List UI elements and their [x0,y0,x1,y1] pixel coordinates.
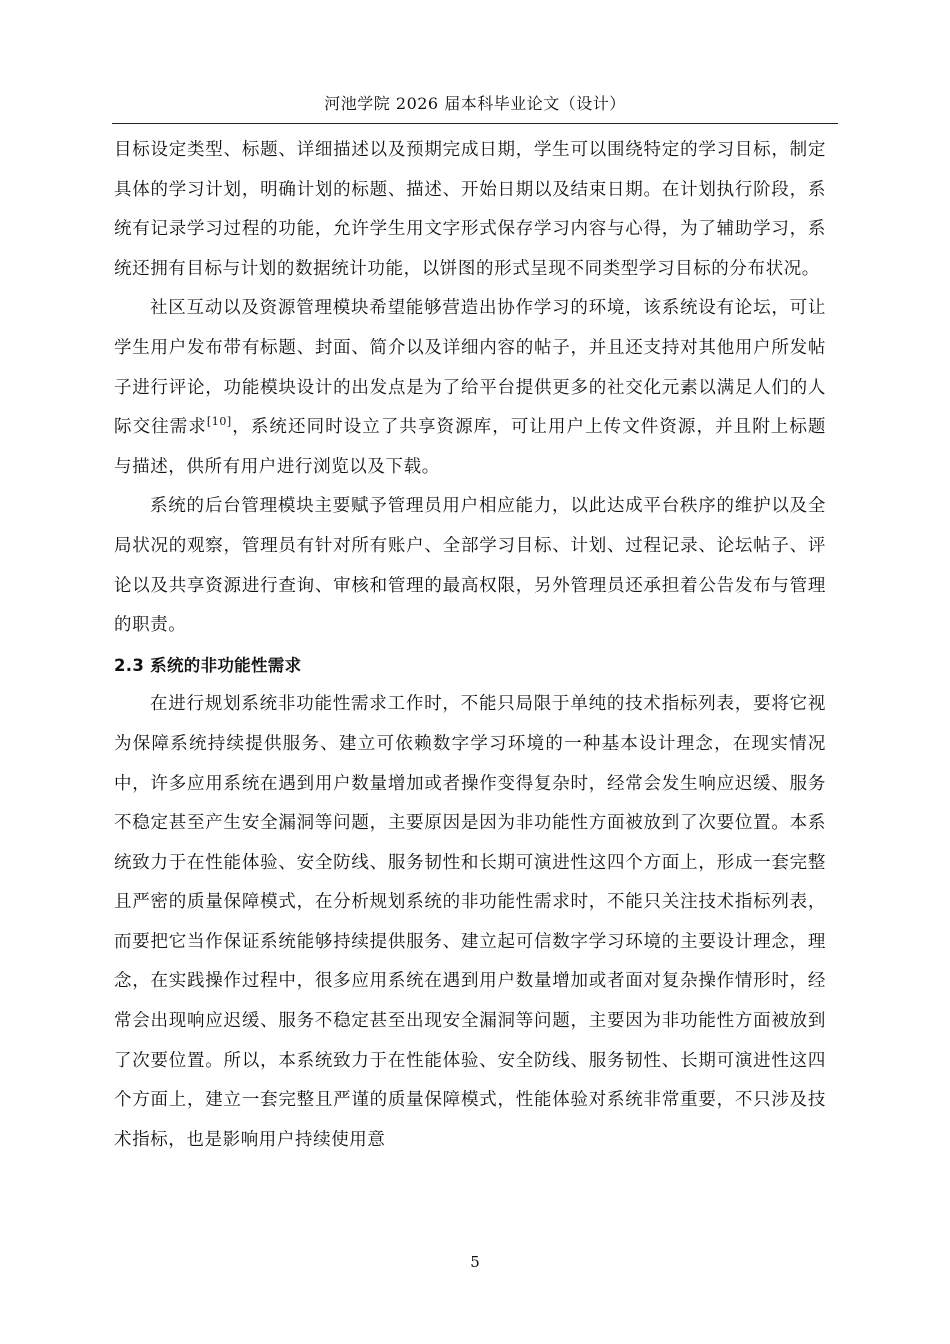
paragraph-admin-module: 系统的后台管理模块主要赋予管理员用户相应能力，以此达成平台秩序的维护以及全局状况的观察，管理员有针对所有账户、全部学习目标、计划、过程记录、论坛帖子、评论以及共享资源进行查询、审核和管理的最高权限，另外管理员还承担着公告发布与管理的职责。 [114,496,826,636]
paragraph-non-functional: 在进行规划系统非功能性需求工作时，不能只局限于单纯的技术指标列表，要将它视为保障系统持续提供服务、建立可依赖数字学习环境的一种基本设计理念，在现实情况中，许多应用系统在遇到用户数量增加或者操作变得复杂时，经常会发生响应迟缓、服务不稳定甚至产生安全漏洞等问题，主要原因是因为非功能性方面被放到了次要位置。本系统致力于在性能体验、安全防线、服务韧性和长期可演进性这四个方面上，形成一套完整且严密的质量保障模式，在分析规划系统的非功能性需求时，不能只关注技术指标列表，而要把它当作保证系统能够持续提供服务、建立起可信数字学习环境的主要设计理念，理念，在实践操作过程中，很多应用系统在遇到用户数量增加或者面对复杂操作情形时，经常会出现响应迟缓、服务不稳定甚至出现安全漏洞等问题，主要因为非功能性方面被放到了次要位置。所以，本系统致力于在性能体验、安全防线、服务韧性、长期可演进性这四个方面上，建立一套完整且严谨的质量保障模式，性能体验对系统非常重要，不只涉及技术指标，也是影响用户持续使用意 [114,694,826,1150]
paragraph-community-resources [114,289,826,487]
paragraph-text: 社区互动以及资源管理模块希望能够营造出协作学习的环境，该系统设有论坛，可让学生用户发布带有标题、封面、简介以及详细内容的帖子，并且还支持对其他用户所发帖子进行评论，功能模块设计的出发点是为了给平台提供更多的社交化元素以满足人们的人际交往需求 [114,298,826,438]
section-heading: 2.3 系统的非功能性需求 [114,655,302,675]
paragraph-text: ，系统还同时设立了共享资源库，可让用户上传文件资源，并且附上标题与描述，供所有用户进行浏览以及下载。 [114,417,826,477]
page-header: 河池学院 2026 届本科毕业论文（设计） [324,94,626,113]
page-number: 5 [470,1253,480,1271]
document-body [114,131,826,1160]
citation-reference: [10] [206,415,232,429]
paragraph-goal-setting: 目标设定类型、标题、详细描述以及预期完成日期，学生可以围绕特定的学习目标，制定具体的学习计划，明确计划的标题、描述、开始日期以及结束日期。在计划执行阶段，系统有记录学习过程的功能，允许学生用文字形式保存学习内容与心得，为了辅助学习，系统还拥有目标与计划的数据统计功能，以饼图的形式呈现不同类型学习目标的分布状况。 [114,140,826,279]
header-divider [112,123,838,124]
